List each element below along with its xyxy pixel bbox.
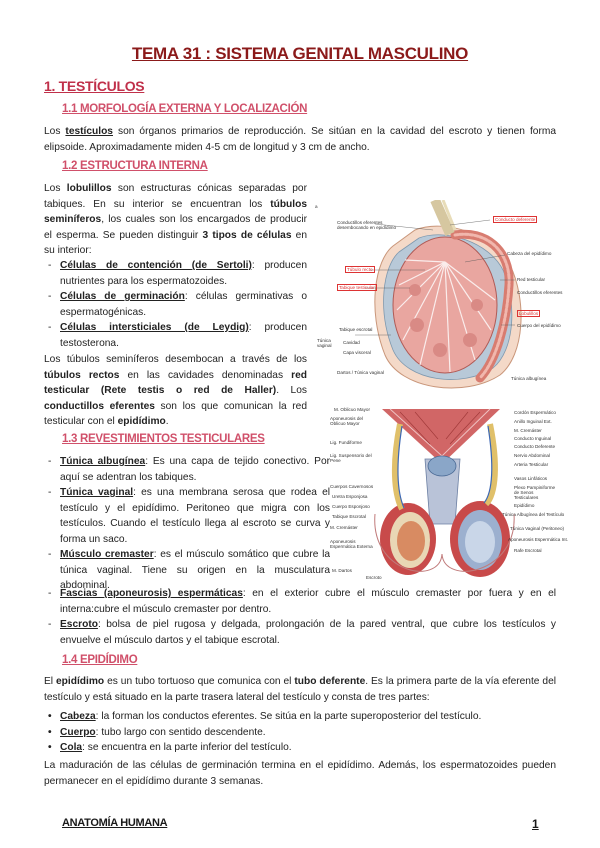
list-text: : células germinativas o espermatogénicas. [60,291,307,318]
text-run: . Es la primera parte de la vía eferente del testículo y está situado en la parte trasera lateral del testículo y consta de tres partes: [44,676,557,703]
fig2-label: Conducto Deferente [514,444,556,449]
fig1-label: Tabique escrotal [339,327,373,332]
list-term: Cuerpo [60,726,96,738]
text-run: Los túbulos seminíferos desembocan a través de los [44,354,307,365]
list-text: : en el exterior cubre el músculo cremaster por fuera y en el interna:cubre el músculo cremaster por dentro. [60,588,556,615]
paragraph-maduracion: La maduración de las células de germinación termina en el epidídimo. Además, los espermatozoides pueden permanecer en el epidídimo durante 3 semanas. [44,760,556,787]
subheading-morfologia: 1.1 MORFOLOGÍA EXTERNA Y LOCALIZACIÓN [62,103,308,115]
paragraph-estructura [44,181,307,259]
fig2-label: M. Oblicuo Mayor [334,407,370,412]
list-item [48,586,556,617]
list-text: : Es una capa de tejido conectivo. Por aquí se adentran los tabiques. [60,456,330,483]
fig1-label: Túnica albugínea [511,376,547,381]
keyword-tubulos: túbulos seminíferos [44,198,307,225]
list-term: Túnica albugínea [60,456,146,467]
subheading-epididimo: 1.4 EPIDÍDIMO [62,654,138,666]
keyword-tubulos-rectos: túbulos rectos [44,369,120,381]
text-run: . Los [276,385,307,396]
fig2-label: Epidídimo [514,503,535,508]
fig2-label: Lig. Suspensorio del Pene [330,453,372,463]
text-run: es un tubo tortuoso que comunica con el [104,676,295,687]
fig2-label: Túnica Vaginal (Peritoneo) [510,526,565,531]
list-term: Células intersticiales (de Leydig) [60,322,249,333]
list-item [48,258,307,289]
list-term: Túnica vaginal [60,487,134,498]
keyword-tipos: 3 tipos de células [202,229,292,241]
list-item [48,289,307,320]
fig2-label: Nervio Abdominal [514,453,551,458]
fig2-label: Vasos Linfáticos [514,476,548,481]
list-item [48,709,556,725]
fig2-label: Anillo Inguinal Ext. [514,419,552,424]
fig1-label: Lobulillos [519,311,539,316]
list-text: : se encuentra en la parte inferior del testículo. [82,742,292,753]
fig2-label: Aponeurosis del Oblicuo Mayor [330,416,363,426]
fig2-label: Lig. Fundiforme [330,440,362,445]
list-item [48,454,330,485]
list-text: : es una membrana serosa que rodea el testículo y el epidídimo. Peritoneo que migra con los testículos. Cuando el testículo llega al escroto se curva y forma un saco. [60,487,331,545]
list-term: Células de contención (de Sertoli) [60,260,252,271]
fig1-label: Túbulo recto [347,267,373,272]
figure-letter: a [315,204,318,209]
text-run: Los [44,126,66,137]
paragraph-epididimo [44,674,556,705]
fig2-label: Rafe Escrotal [514,548,542,553]
fig2-label: Conducto Inguinal [514,436,552,441]
text-run: son estructuras cónicas separadas por tabiques. En su interior se encuentran los [44,183,307,210]
fig1-label: Conducto deferente [495,217,536,222]
list-term: Fascias (aponeurosis) espermáticas [60,588,243,599]
keyword-epididimo: epidídimo [117,416,166,427]
list-item [48,617,556,648]
keyword-testiculos: testículos [65,126,113,137]
fig2-label: Cuerpos Cavernosos [330,484,374,489]
text-run: son los que comunican la red testicular con el [44,400,307,427]
section-heading-testiculos: 1. TESTÍCULOS [44,78,145,94]
fig2-label: Tabique Escrotal [332,514,366,519]
list-item [48,485,330,547]
list-text: : tubo largo con sentido descendente. [95,726,266,738]
fig2-label: Aponeurosis Espermática Externa [330,539,373,549]
keyword-epididimo: epidídimo [56,676,105,687]
scrotal-layers-figure [330,404,569,584]
fig1-label: Cabeza del epidídimo [507,251,552,256]
subheading-revestimientos: 1.3 REVESTIMIENTOS TESTICULARES [62,433,265,445]
fig2-label: Escroto [366,575,382,580]
text-run: Los [44,183,67,194]
list-term: Escroto [60,619,98,630]
keyword-tubo-deferente: tubo deferente [294,676,366,687]
list-item [48,725,556,741]
fig2-label: Arteria Testicular [514,462,549,467]
list-term: Músculo cremaster [60,549,154,560]
fig1-label: Capa visceral [343,350,371,355]
fig2-label: M. Dartos [332,568,352,573]
fig1-label: Dartos / Túnica vaginal [337,370,384,375]
fig2-label: Cuerpo Esponjoso [332,504,370,509]
list-text: : es el músculo somático que cubre la túnica vaginal. Tiene su origen en la musculatura abdominal. [60,549,330,591]
fig2-label: Uretra Esponjosa [332,494,368,499]
fig2-label: Cordón Espermático [514,410,556,415]
footer-subject: ANATOMÍA HUMANA [62,817,168,829]
list-text: : producen testosterona. [60,322,307,349]
fig2-label: M. Cremáster [514,428,542,433]
fig2-label: M. Cremáster [330,525,358,530]
text-run: en su interior: [44,229,307,256]
fig1-label: Tabique testicular [339,285,375,290]
testis-section-figure [315,200,563,400]
epididimo-parts-list [48,709,556,756]
text-run: , los cuales son los encargados de producir el esperma. Se pueden distinguir [44,214,307,241]
fig1-label: Conductillos eferentes desembocando en epidídimo [337,220,396,230]
fig2-label: Plexo Pampiniforme de Senos Testiculares [514,485,556,500]
fig1-label: Cuerpo del epidídimo [517,323,561,328]
keyword-lobulillos: lobulillos [66,183,112,194]
revestimientos-list-a [48,454,330,594]
paragraph-morfologia [44,124,556,155]
list-term: Cola [60,742,83,753]
list-term: Células de germinación [60,291,185,302]
page-title: TEMA 31 : SISTEMA GENITAL MASCULINO [131,44,469,63]
list-text: : producen nutrientes para los espermatozoides. [60,260,307,287]
list-term: Cabeza [60,711,96,722]
text-run: son órganos primarios de reproducción. Se sitúan en la cavidad del escroto y tienen forma elipsoide. Aproximadamente miden 4-5 cm de longitud y 3 cm de ancho. [44,126,556,153]
paragraph-tubulos [44,352,307,430]
list-text: : bolsa de piel rugosa y delgada, prolongación de la pared ventral, que cubre los testículos y envuelve el músculo dartos y el tabique escrotal. [60,619,556,646]
fig1-label: Red testicular [517,277,546,282]
text-run: en las cavidades denominadas [119,369,292,381]
fig2-label: Túnica Albugínea del Testículo [502,512,565,517]
fig2-label: Aponeurosis Espermática Int. [508,537,569,542]
fig1-label: Cavidad [343,340,360,345]
text-run: . [165,416,169,427]
keyword-conductillos: conductillos eferentes [44,400,155,412]
list-item [48,320,307,351]
revestimientos-list-b [48,586,556,648]
cell-types-list [48,258,307,351]
list-text: : la forman los conductos eferentes. Se sitúa en la parte superoposterior del testículo. [95,711,482,722]
fig1-label: Túnica vaginal [317,338,332,348]
fig1-label: Conductillos eferentes [517,290,563,295]
page-number: 1 [532,817,539,831]
list-item [48,740,556,756]
text-run: El [44,676,57,687]
subheading-estructura: 1.2 ESTRUCTURA INTERNA [62,160,208,172]
keyword-red-testicular: red testicular (Rete testis o red de Haller) [44,369,307,396]
